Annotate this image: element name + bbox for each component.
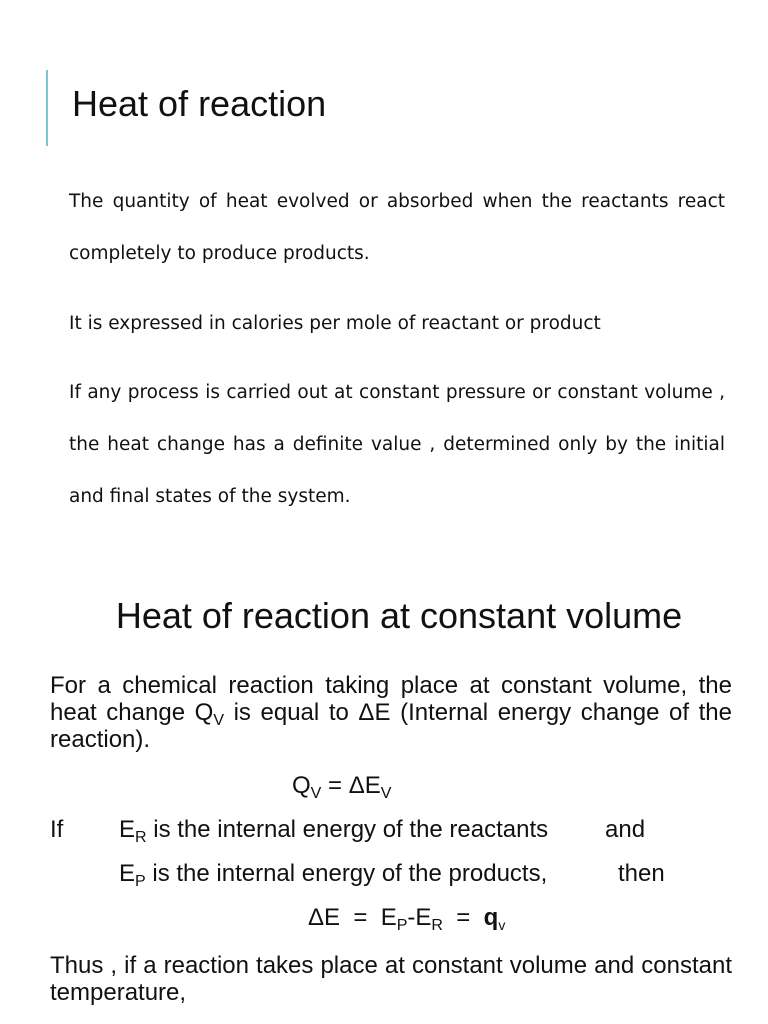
and-word: and	[605, 816, 646, 843]
if-word: If	[50, 816, 64, 843]
slide-constant-volume	[0, 580, 768, 1024]
then-word: then	[618, 860, 665, 887]
section-title: Heat of reaction at constant volume	[115, 595, 683, 636]
eq2-part2: -E	[407, 904, 432, 931]
eq2-q: q	[483, 904, 499, 931]
eq1-rhs-sub: V	[380, 785, 392, 802]
ep-sub: P	[135, 873, 146, 890]
eq1-lhs-sub: V	[310, 785, 322, 802]
er-sub: R	[135, 829, 147, 846]
eq2-sub3: v	[498, 917, 506, 933]
equation-delta-e	[308, 904, 505, 932]
definition-paragraph: The quantity of heat evolved or absorbed when the reactants react completely to produce products.	[69, 191, 725, 264]
intro-text-2: is equal to ΔE (Internal energy change of the reaction).	[50, 699, 732, 753]
eq1-mid: = ΔE	[321, 772, 381, 799]
er-symbol: E	[119, 816, 136, 843]
title-accent-bar	[46, 70, 48, 146]
state-function-paragraph: If any process is carried out at constant pressure or constant volume , the heat change has a definite value , determined only by the initial and final states of the system.	[69, 382, 725, 507]
ep-text: is the internal energy of the products,	[145, 860, 548, 887]
intro-text-1: For a chemical reaction taking place at constant volume, the heat change Q	[50, 672, 732, 726]
eq2-sub2: R	[431, 917, 443, 934]
conclusion-paragraph: Thus , if a reaction takes place at constant volume and constant temperature,	[50, 952, 732, 1006]
product-energy-line	[119, 860, 547, 888]
ep-symbol: E	[119, 860, 136, 887]
reactant-energy-line	[119, 816, 548, 844]
eq2-part3: =	[442, 904, 484, 931]
er-text: is the internal energy of the reactants	[146, 816, 549, 843]
eq2-part1: ΔE = E	[308, 904, 397, 931]
intro-subscript: V	[213, 712, 224, 729]
page-title: Heat of reaction	[72, 83, 327, 124]
eq1-lhs: Q	[292, 772, 311, 799]
intro-paragraph	[50, 672, 732, 753]
eq2-sub1: P	[396, 917, 408, 934]
units-paragraph: It is expressed in calories per mole of reactant or product	[69, 313, 601, 334]
equation-qv	[292, 772, 391, 800]
